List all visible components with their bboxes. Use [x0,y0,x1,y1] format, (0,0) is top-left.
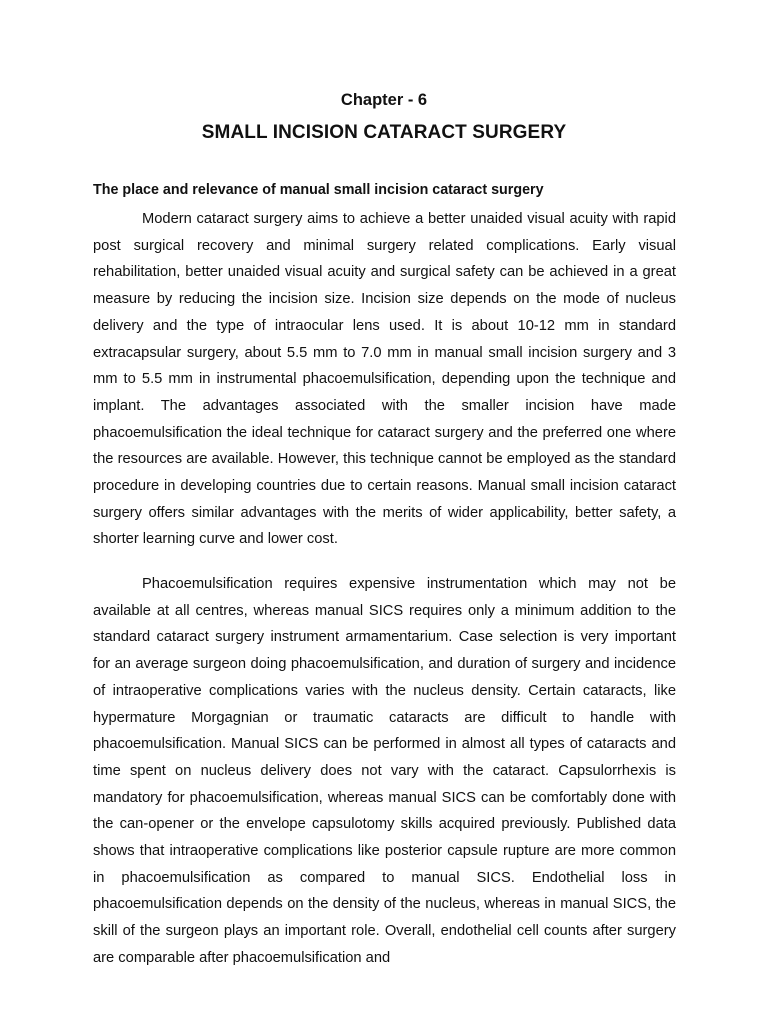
chapter-label: Chapter - 6 [340,91,428,109]
section-heading: The place and relevance of manual small incision cataract surgery [93,182,544,198]
body-paragraph: Phacoemulsification requires expensive instrumentation which may not be available at all centres, whereas manual SICS requires only a minimum addition to the standard cataract surgery instrument armamentarium. Case selection is very important for an average surgeon doing phacoemulsification, and duration of surgery and incidence of intraoperative complications varies with the nucleus density. Certain cataracts, like hypermature Morgagnian or traumatic cataracts are difficult to handle with phacoemulsification. Manual SICS can be performed in almost all types of cataracts and time spent on nucleus delivery does not vary with the cataract. Capsulorrhexis is mandatory for phacoemulsification, whereas manual SICS can be comfortably done with the can-opener or the envelope capsulotomy skills acquired previously. Published data shows that intraoperative complications like posterior capsule rupture are more common in phacoemulsification as compared to manual SICS. Endothelial loss in phacoemulsification depends on the density of the nucleus, whereas in manual SICS, the skill of the surgeon plays an important role. Overall, endothelial cell counts after surgery are comparable after phacoemulsification and [93,576,676,966]
body-paragraph: Modern cataract surgery aims to achieve a better unaided visual acuity with rapid post surgical recovery and minimal surgery related complications. Early visual rehabilitation, better unaided visual acuity and surgical safety can be achieved in a great measure by reducing the incision size. Incision size depends on the mode of nucleus delivery and the type of intraocular lens used. It is about 10-12 mm in standard extracapsular surgery, about 5.5 mm to 7.0 mm in manual small incision surgery and 3 mm to 5.5 mm in instrumental phacoemulsification, depending upon the technique and implant. The advantages associated with the smaller incision have made phacoemulsification the ideal technique for cataract surgery and the preferred one where the resources are available. However, this technique cannot be employed as the standard procedure in developing countries due to certain reasons. Manual small incision cataract surgery offers similar advantages with the merits of wider applicability, better safety, a shorter learning curve and lower cost. [93,211,676,548]
chapter-title: SMALL INCISION CATARACT SURGERY [201,122,567,143]
